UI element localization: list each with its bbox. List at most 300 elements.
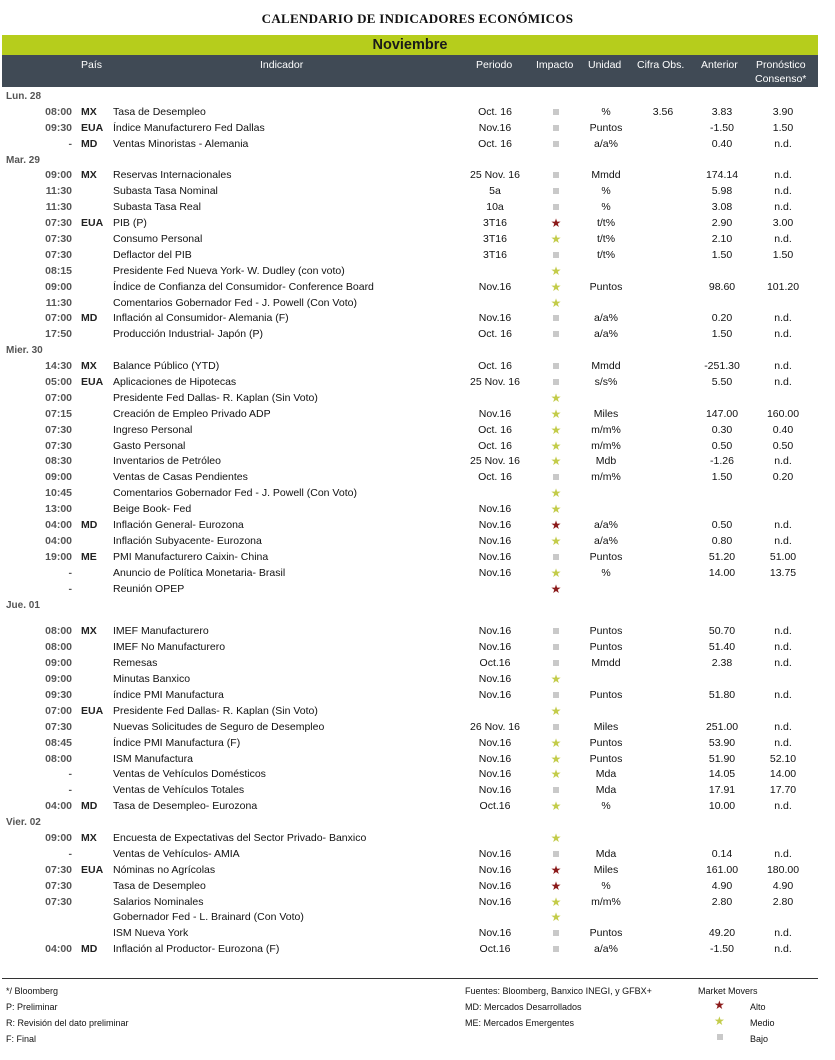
time-cell: 07:30 (45, 233, 72, 246)
unit-cell: Puntos (589, 121, 623, 134)
indicator-cell: IMEF Manufacturero (113, 625, 209, 638)
star-high-icon: ★ (550, 216, 562, 231)
impact-cell (540, 656, 572, 672)
day-header (0, 153, 835, 169)
table-row (0, 200, 835, 216)
period-cell: Oct.16 (479, 943, 511, 956)
unit-cell: Mda (595, 768, 617, 781)
impact-cell (540, 672, 572, 689)
unit-cell: Mmdd (591, 169, 621, 182)
indicator-cell: ISM Manufactura (113, 752, 193, 765)
impact-cell (540, 248, 572, 264)
time-cell: - (68, 137, 72, 150)
period-cell: Nov.16 (478, 863, 512, 876)
impact-cell (540, 264, 572, 281)
unit-cell: a/a% (594, 312, 618, 325)
time-cell: 09:00 (45, 471, 72, 484)
impact-cell (540, 752, 572, 769)
table-row (0, 895, 835, 911)
country-cell: MD (81, 137, 98, 150)
time-cell: - (68, 582, 72, 595)
impact-cell (540, 831, 572, 848)
indicator-cell: índice PMI Manufactura (113, 688, 224, 701)
forecast-cell: 160.00 (766, 407, 800, 420)
day-header (0, 343, 835, 359)
impact-cell (540, 216, 572, 233)
impact-cell (540, 879, 572, 896)
table-row (0, 280, 835, 296)
footnote-bloomberg: */ Bloomberg (6, 986, 59, 996)
impact-cell (540, 910, 572, 927)
table-row (0, 736, 835, 752)
impact-cell (540, 863, 572, 880)
indicator-cell: IMEF No Manufacturero (113, 641, 226, 654)
indicator-cell: Nóminas no Agrícolas (113, 863, 216, 876)
star-medium-icon: ★ (550, 735, 562, 750)
period-cell: Oct.16 (479, 657, 511, 670)
unit-cell: m/m% (591, 439, 621, 452)
table-row (0, 752, 835, 768)
table-row (0, 391, 835, 407)
previous-cell: 0.80 (711, 534, 733, 547)
table-row (0, 799, 835, 815)
star-medium-icon: ★ (550, 799, 562, 814)
col-pronostico: Pronóstico (756, 59, 806, 71)
previous-cell: 0.50 (711, 519, 733, 532)
time-cell: - (68, 784, 72, 797)
impact-cell (540, 168, 572, 184)
time-cell: 10:45 (45, 487, 72, 500)
country-cell: MX (81, 105, 97, 118)
star-high-icon: ★ (550, 581, 562, 596)
indicator-cell: Nuevas Solicitudes de Seguro de Desempleo (113, 720, 325, 733)
forecast-cell: 51.00 (769, 550, 797, 563)
footnote-final: F: Final (6, 1034, 37, 1044)
impact-cell (540, 280, 572, 297)
period-cell: Nov.16 (478, 673, 512, 686)
time-cell: 04:00 (45, 519, 72, 532)
impact-cell (540, 407, 572, 424)
forecast-cell: 101.20 (766, 280, 800, 293)
indicator-cell: Inflación General- Eurozona (113, 519, 244, 532)
day-label: Vier. 02 (6, 817, 41, 829)
previous-cell: 51.20 (708, 550, 736, 563)
forecast-cell: n.d. (774, 641, 792, 654)
country-cell: ME (81, 550, 97, 563)
legend-label-low: Bajo (750, 1034, 769, 1044)
star-medium-icon: ★ (550, 390, 562, 405)
period-cell: 10a (486, 201, 504, 214)
indicator-cell: Comentarios Gobernador Fed - J. Powell (Con Voto) (113, 296, 357, 309)
forecast-cell: n.d. (774, 169, 792, 182)
indicator-cell: PMI Manufacturero Caixin- China (113, 550, 269, 563)
previous-cell: 147.00 (705, 407, 739, 420)
indicator-cell: Inflación al Productor- Eurozona (F) (113, 943, 280, 956)
time-cell: 08:00 (45, 752, 72, 765)
footer-md: MD: Mercados Desarrollados (465, 1002, 582, 1012)
period-cell: 25 Nov. 16 (469, 455, 520, 468)
indicator-cell: Salarios Nominales (113, 895, 204, 908)
square-low-icon (553, 474, 559, 480)
table-row (0, 264, 835, 280)
star-medium-icon: ★ (550, 232, 562, 247)
period-cell: Nov.16 (478, 927, 512, 940)
indicator-cell: Índice de Confianza del Consumidor- Conference Board (113, 280, 374, 293)
forecast-cell: n.d. (774, 736, 792, 749)
country-cell: EUA (81, 217, 104, 230)
previous-cell: 1.50 (711, 248, 733, 261)
unit-cell: Puntos (589, 550, 623, 563)
indicator-cell: ISM Nueva York (113, 927, 189, 940)
square-low-icon (553, 315, 559, 321)
forecast-cell: n.d. (774, 185, 792, 198)
indicator-cell: Consumo Personal (113, 233, 203, 246)
impact-cell (540, 783, 572, 799)
star-medium-icon: ★ (550, 830, 562, 845)
impact-cell (540, 895, 572, 912)
star-medium-icon: ★ (550, 703, 562, 718)
time-cell: - (68, 566, 72, 579)
star-medium-icon: ★ (550, 438, 562, 453)
indicator-cell: Ventas Minoristas - Alemania (113, 137, 249, 150)
time-cell: 14:30 (45, 360, 72, 373)
table-row (0, 407, 835, 423)
square-low-icon (553, 252, 559, 258)
table-row (0, 311, 835, 327)
table-row (0, 296, 835, 312)
period-cell: 3T16 (483, 248, 507, 261)
star-high-icon: ★ (550, 878, 562, 893)
col-anterior: Anterior (701, 59, 738, 71)
indicator-cell: Subasta Tasa Nominal (113, 185, 218, 198)
forecast-cell: 3.90 (772, 105, 794, 118)
unit-cell: Mmdd (591, 657, 621, 670)
legend-label-high: Alto (750, 1002, 766, 1012)
table-row (0, 184, 835, 200)
time-cell: 09:30 (45, 688, 72, 701)
period-cell: 25 Nov. 16 (469, 169, 520, 182)
table-row (0, 470, 835, 486)
unit-cell: m/m% (591, 471, 621, 484)
period-cell: Nov.16 (478, 895, 512, 908)
impact-cell (540, 736, 572, 753)
time-cell: 08:00 (45, 641, 72, 654)
unit-cell: t/t% (596, 217, 616, 230)
col-cifra: Cifra Obs. (637, 59, 685, 71)
forecast-cell: n.d. (774, 943, 792, 956)
table-row (0, 863, 835, 879)
impact-cell (540, 688, 572, 704)
unit-cell: a/a% (594, 534, 618, 547)
time-cell: 08:15 (45, 264, 72, 277)
table-row (0, 534, 835, 550)
star-medium-icon: ★ (550, 295, 562, 310)
forecast-cell: n.d. (774, 625, 792, 638)
indicator-cell: Tasa de Desempleo (113, 879, 206, 892)
forecast-cell: n.d. (774, 847, 792, 860)
unit-cell: Puntos (589, 280, 623, 293)
star-medium-icon: ★ (550, 502, 562, 517)
previous-cell: 17.91 (708, 784, 736, 797)
star-medium-icon: ★ (550, 894, 562, 909)
table-row (0, 375, 835, 391)
impact-cell (540, 359, 572, 375)
footer-me: ME: Mercados Emergentes (465, 1018, 575, 1028)
forecast-cell: n.d. (774, 657, 792, 670)
previous-cell: 0.30 (711, 423, 733, 436)
table-row (0, 168, 835, 184)
previous-cell: 98.60 (708, 280, 736, 293)
impact-cell (540, 296, 572, 313)
period-cell: 25 Nov. 16 (469, 376, 520, 389)
table-row (0, 688, 835, 704)
period-cell: Nov.16 (478, 625, 512, 638)
square-low-icon (553, 204, 559, 210)
forecast-cell: 0.50 (772, 439, 794, 452)
previous-cell: 49.20 (708, 927, 736, 940)
col-impacto: Impacto (536, 59, 574, 71)
indicator-cell: Tasa de Desempleo (113, 105, 206, 118)
unit-cell: s/s% (594, 376, 618, 389)
impact-cell (540, 486, 572, 503)
previous-cell: 5.98 (711, 185, 733, 198)
period-cell: 3T16 (483, 217, 507, 230)
time-cell: 08:45 (45, 736, 72, 749)
period-cell: Nov.16 (478, 121, 512, 134)
previous-cell: 14.05 (708, 768, 736, 781)
unit-cell: Puntos (589, 736, 623, 749)
legend-star-high-icon: ★ (714, 998, 725, 1012)
forecast-cell: 180.00 (766, 863, 800, 876)
table-header (2, 55, 818, 87)
table-row (0, 121, 835, 137)
indicator-cell: Creación de Empleo Privado ADP (113, 407, 271, 420)
time-cell: 09:00 (45, 657, 72, 670)
impact-cell (540, 311, 572, 327)
previous-cell: 51.80 (708, 688, 736, 701)
square-low-icon (553, 787, 559, 793)
previous-cell: 1.50 (711, 471, 733, 484)
star-medium-icon: ★ (550, 486, 562, 501)
star-medium-icon: ★ (550, 565, 562, 580)
impact-cell (540, 137, 572, 153)
table-row (0, 910, 835, 926)
unit-cell: Miles (593, 863, 619, 876)
row-spacer (0, 613, 835, 624)
table-row (0, 518, 835, 534)
forecast-cell: n.d. (774, 312, 792, 325)
forecast-cell: n.d. (774, 688, 792, 701)
previous-cell: 2.80 (711, 895, 733, 908)
table-row (0, 502, 835, 518)
previous-cell: -1.50 (710, 121, 734, 134)
unit-cell: % (601, 879, 611, 892)
footnote-preliminar: P: Preliminar (6, 1002, 58, 1012)
square-low-icon (553, 692, 559, 698)
col-consenso: Consenso* (755, 73, 807, 85)
period-cell: Nov.16 (478, 550, 512, 563)
period-cell: Nov.16 (478, 534, 512, 547)
table-row (0, 359, 835, 375)
period-cell: Oct. 16 (478, 328, 512, 341)
indicator-cell: Inflación al Consumidor- Alemania (F) (113, 312, 289, 325)
previous-cell: 2.38 (711, 657, 733, 670)
star-medium-icon: ★ (550, 767, 562, 782)
star-medium-icon: ★ (550, 422, 562, 437)
impact-cell (540, 375, 572, 391)
period-cell: Nov.16 (478, 879, 512, 892)
time-cell: 19:00 (45, 550, 72, 563)
period-cell: Nov.16 (478, 784, 512, 797)
time-cell: 07:15 (45, 407, 72, 420)
time-cell: - (68, 768, 72, 781)
table-row (0, 640, 835, 656)
country-cell: MX (81, 169, 97, 182)
impact-cell (540, 200, 572, 216)
time-cell: 07:30 (45, 879, 72, 892)
table-row (0, 624, 835, 640)
star-medium-icon: ★ (550, 263, 562, 278)
time-cell: 09:00 (45, 831, 72, 844)
time-cell: 04:00 (45, 943, 72, 956)
indicator-cell: PIB (P) (113, 217, 147, 230)
previous-cell: 51.90 (708, 752, 736, 765)
indicator-cell: Minutas Banxico (113, 673, 191, 686)
unit-cell: a/a% (594, 943, 618, 956)
unit-cell: m/m% (591, 423, 621, 436)
time-cell: 04:00 (45, 800, 72, 813)
square-low-icon (553, 109, 559, 115)
period-cell: Nov.16 (478, 847, 512, 860)
forecast-cell: 14.00 (769, 768, 797, 781)
table-row (0, 454, 835, 470)
indicator-cell: Producción Industrial- Japón (P) (113, 328, 263, 341)
square-low-icon (553, 644, 559, 650)
unit-cell: Miles (593, 720, 619, 733)
previous-cell: 14.00 (708, 566, 736, 579)
impact-cell (540, 767, 572, 784)
impact-cell (540, 454, 572, 471)
legend-square-low-icon (717, 1032, 723, 1042)
indicator-cell: Tasa de Desempleo- Eurozona (113, 800, 258, 813)
period-cell: Oct. 16 (478, 137, 512, 150)
time-cell: 08:00 (45, 105, 72, 118)
time-cell: 09:00 (45, 280, 72, 293)
table-row (0, 831, 835, 847)
star-medium-icon: ★ (550, 910, 562, 925)
forecast-cell: n.d. (774, 519, 792, 532)
indicator-cell: Inventarios de Petróleo (113, 455, 221, 468)
unit-cell: Puntos (589, 625, 623, 638)
impact-cell (540, 566, 572, 583)
previous-cell: 1.50 (711, 328, 733, 341)
indicator-cell: Ventas de Vehículos Totales (113, 784, 245, 797)
impact-cell (540, 704, 572, 721)
impact-cell (540, 720, 572, 736)
day-label: Mar. 29 (6, 154, 40, 166)
unit-cell: Mda (595, 847, 617, 860)
time-cell: 09:30 (45, 121, 72, 134)
indicator-cell: Subasta Tasa Real (113, 201, 201, 214)
time-cell: 07:30 (45, 248, 72, 261)
square-low-icon (553, 331, 559, 337)
forecast-cell: 13.75 (769, 566, 797, 579)
unit-cell: a/a% (594, 328, 618, 341)
indicator-cell: Índice Manufacturero Fed Dallas (113, 121, 265, 134)
country-cell: MX (81, 360, 97, 373)
time-cell: 11:30 (45, 185, 72, 198)
unit-cell: m/m% (591, 895, 621, 908)
indicator-table (0, 89, 835, 958)
footer-sources: Fuentes: Bloomberg, Banxico INEGI, y GFBX+ (465, 986, 652, 996)
forecast-cell: n.d. (774, 455, 792, 468)
impact-cell (540, 640, 572, 656)
indicator-cell: Deflactor del PIB (113, 248, 192, 261)
unit-cell: % (601, 800, 611, 813)
footer-divider (2, 978, 818, 979)
forecast-cell: 0.20 (772, 471, 794, 484)
indicator-cell: Reunión OPEP (113, 582, 185, 595)
table-row (0, 327, 835, 343)
indicator-cell: Ingreso Personal (113, 423, 193, 436)
table-row (0, 783, 835, 799)
time-cell: 07:30 (45, 720, 72, 733)
star-medium-icon: ★ (550, 533, 562, 548)
impact-cell (540, 105, 572, 121)
impact-cell (540, 926, 572, 942)
unit-cell: Puntos (589, 927, 623, 940)
indicator-cell: Ventas de Casas Pendientes (113, 471, 248, 484)
previous-cell: 2.10 (711, 233, 733, 246)
indicator-cell: Encuesta de Expectativas del Sector Privado- Banxico (113, 831, 367, 844)
forecast-cell: 1.50 (772, 121, 794, 134)
unit-cell: Puntos (589, 752, 623, 765)
country-cell: EUA (81, 121, 104, 134)
impact-cell (540, 391, 572, 408)
previous-cell: 174.14 (705, 169, 739, 182)
indicator-cell: Gobernador Fed - L. Brainard (Con Voto) (113, 911, 304, 924)
forecast-cell: n.d. (774, 534, 792, 547)
day-label: Jue. 01 (6, 599, 40, 611)
table-row (0, 566, 835, 582)
table-row (0, 423, 835, 439)
previous-cell: 51.40 (708, 641, 736, 654)
period-cell: 26 Nov. 16 (469, 720, 520, 733)
period-cell: Oct. 16 (478, 471, 512, 484)
period-cell: Oct. 16 (478, 105, 512, 118)
table-row (0, 439, 835, 455)
star-medium-icon: ★ (550, 672, 562, 687)
time-cell: 09:00 (45, 169, 72, 182)
unit-cell: t/t% (596, 248, 616, 261)
footnote-revision: R: Revisión del dato preliminar (6, 1018, 129, 1028)
indicator-cell: Ventas de Vehículos- AMIA (113, 847, 240, 860)
star-medium-icon: ★ (550, 406, 562, 421)
impact-cell (540, 184, 572, 200)
previous-cell: -251.30 (704, 360, 740, 373)
square-low-icon (553, 930, 559, 936)
unit-cell: Puntos (589, 641, 623, 654)
square-low-icon (553, 125, 559, 131)
previous-cell: 2.90 (711, 217, 733, 230)
unit-cell: Mda (595, 784, 617, 797)
time-cell: 07:00 (45, 704, 72, 717)
period-cell: Nov.16 (478, 752, 512, 765)
forecast-cell: n.d. (774, 376, 792, 389)
day-label: Lun. 28 (6, 91, 42, 102)
impact-cell (540, 327, 572, 343)
time-cell: 07:30 (45, 439, 72, 452)
